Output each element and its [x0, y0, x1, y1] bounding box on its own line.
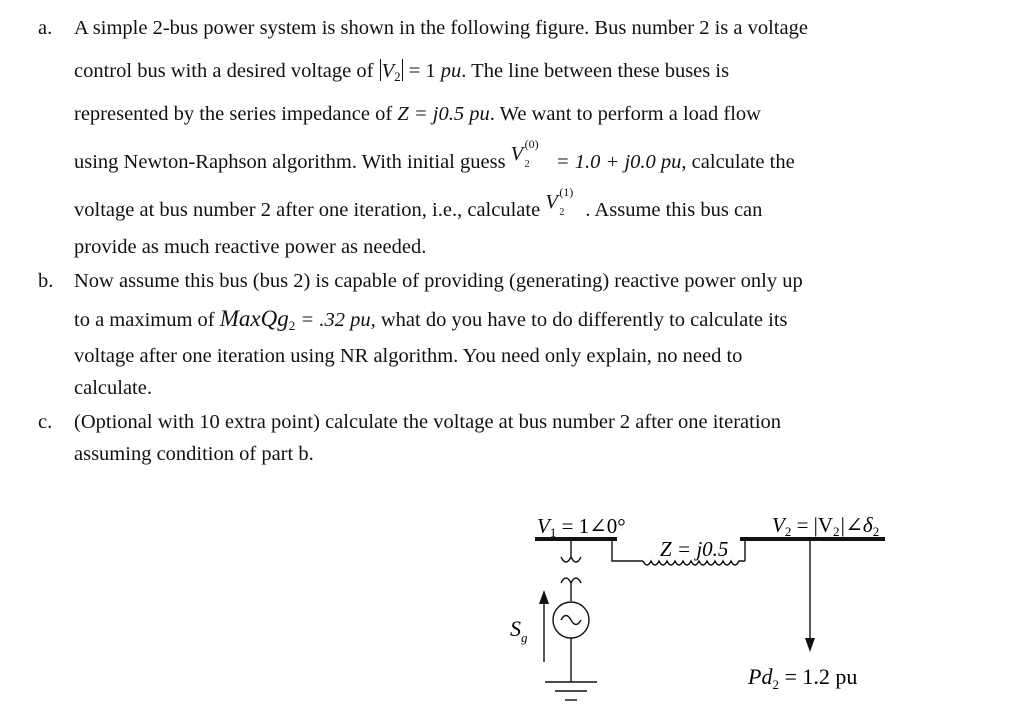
- text: . The line between these buses is: [461, 60, 730, 82]
- text: using Newton-Raphson algorithm. With initial guess: [74, 151, 511, 173]
- math-sup: (0): [524, 137, 539, 151]
- part-b-label: b.: [38, 270, 54, 292]
- maxqg-value: = .32 pu: [295, 309, 371, 331]
- math-sub: 2: [288, 318, 296, 333]
- impedance-math: Z = j0.5 pu: [397, 103, 490, 125]
- generator-sine: [561, 616, 581, 625]
- text: represented by the series impedance of: [74, 103, 398, 125]
- line-impedance-coil: [643, 561, 745, 565]
- load-arrow-head: [805, 638, 815, 652]
- v1-label: V1 = 1∠0°: [537, 514, 626, 540]
- text: voltage at bus number 2 after one iteration, i.e., calculate: [74, 199, 546, 221]
- part-a-line-6: provide as much reactive power as needed.: [74, 236, 427, 258]
- math-sub: 2: [559, 207, 565, 218]
- text: . We want to perform a load flow: [489, 103, 761, 125]
- z-label: Z = j0.5: [660, 537, 729, 561]
- maxqg-math: MaxQg: [219, 306, 289, 331]
- math-v: V: [381, 60, 395, 82]
- part-a-line-1: A simple 2-bus power system is shown in the following figure. Bus number 2 is a voltage: [74, 17, 808, 39]
- sg-label: $S_g$: [510, 616, 528, 645]
- math-eq: = 1: [403, 60, 436, 82]
- sg-arrow-head: [539, 590, 549, 604]
- line-left-segment: [612, 541, 643, 561]
- math-sub: 2: [524, 159, 530, 170]
- math-v: V: [510, 143, 524, 165]
- text: control bus with a desired voltage of: [74, 60, 379, 82]
- initial-guess-math: = 1.0 + j0.0 pu: [550, 151, 682, 173]
- part-b-line-1: Now assume this bus (bus 2) is capable of providing (generating) reactive power only up: [74, 270, 803, 292]
- pd-label: $Pd_2 = 1.2$ pu: [748, 664, 858, 692]
- math-sup: (1): [559, 185, 574, 199]
- text: . Assume this bus can: [585, 199, 763, 221]
- transformer-coil-lower: [561, 578, 581, 583]
- v2-label: V2 = |V2|∠δ2: [772, 513, 880, 539]
- math-pu: pu: [440, 60, 462, 82]
- text: to a maximum of: [74, 309, 220, 331]
- math-sub: 2: [394, 69, 401, 84]
- part-c-line-2: assuming condition of part b.: [74, 443, 314, 465]
- part-b-line-3: voltage after one iteration using NR algorithm. You need only explain, no need to: [74, 345, 743, 367]
- math-v: V: [545, 191, 558, 213]
- text: , calculate the: [681, 151, 795, 173]
- part-a-label: a.: [38, 17, 53, 39]
- part-b-line-4: calculate.: [74, 377, 152, 399]
- part-c-label: c.: [38, 411, 53, 433]
- transformer-coil-upper: [561, 557, 581, 562]
- text: , what do you have to do differently to calculate its: [370, 309, 788, 331]
- part-c-line-1: (Optional with 10 extra point) calculate the voltage at bus number 2 after one iteration: [74, 411, 782, 433]
